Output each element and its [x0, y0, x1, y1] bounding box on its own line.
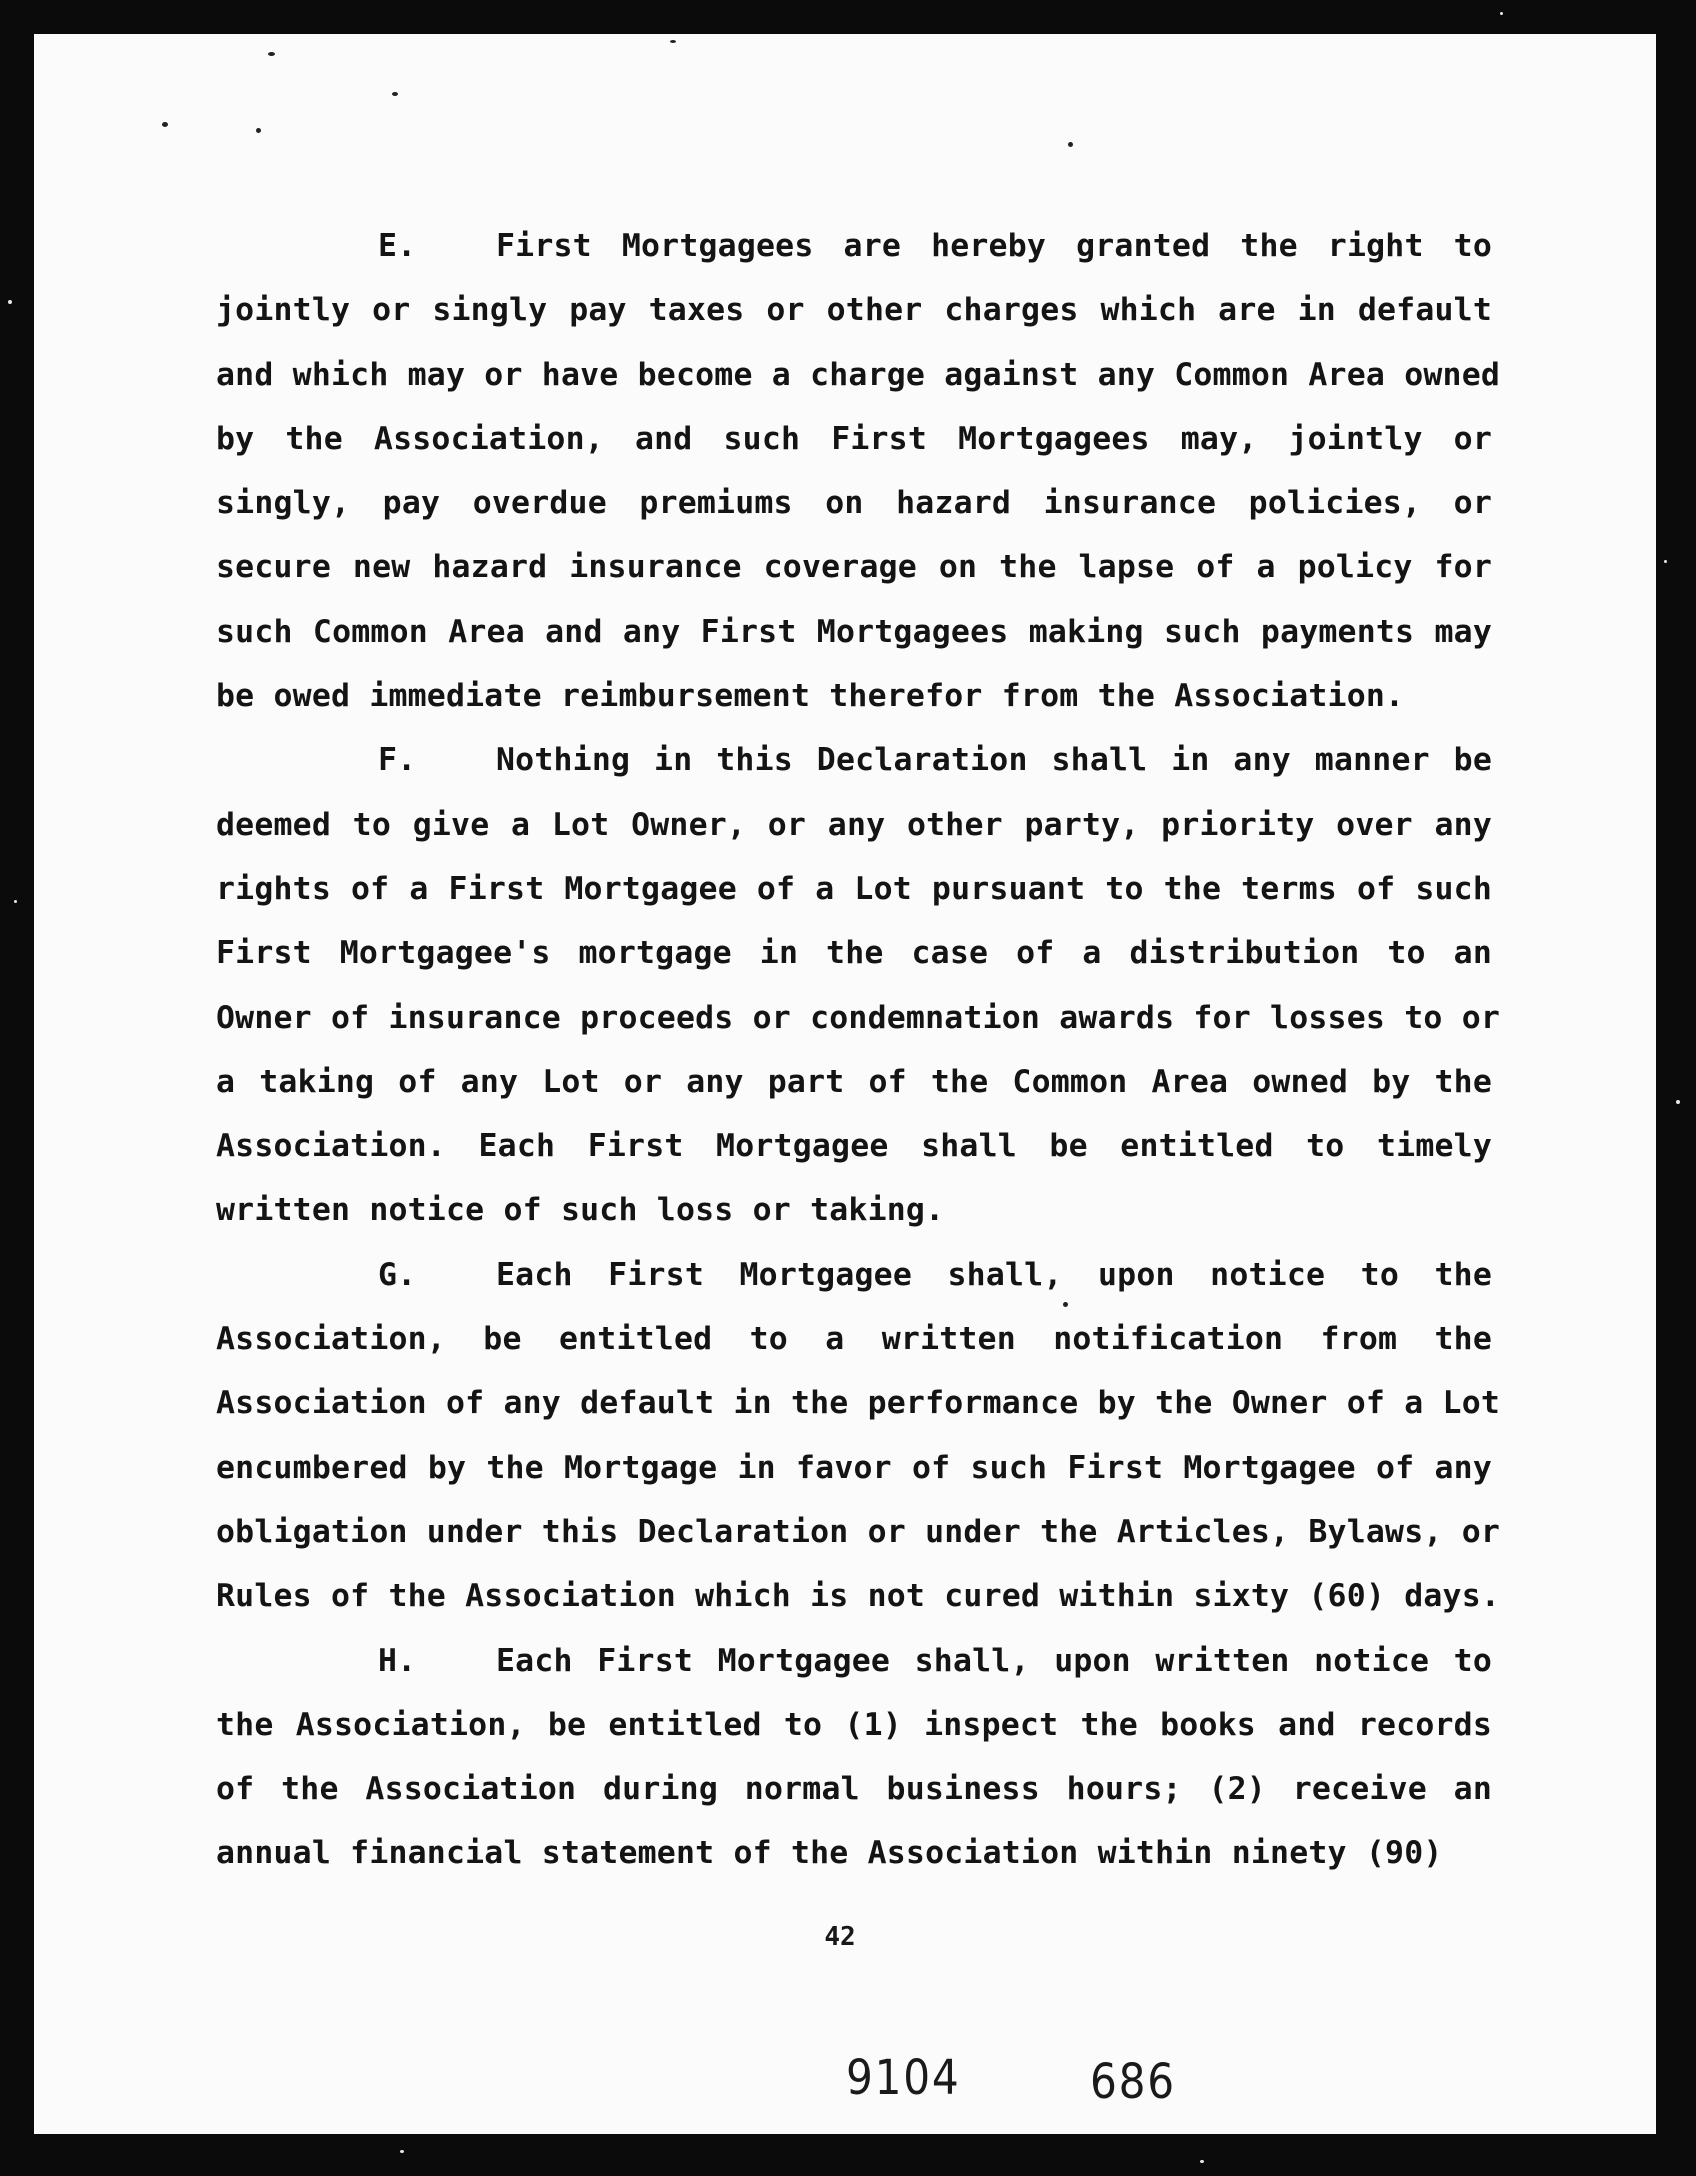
paragraph-line: singly, pay overdue premiums on hazard insurance policies, or	[216, 485, 1492, 522]
paragraph-line: Rules of the Association which is not cured within sixty (60) days.	[216, 1578, 1501, 1615]
document-stamp-page: 686	[1090, 2054, 1176, 2110]
paragraph-line: the Association, be entitled to (1) inspect the books and records	[216, 1706, 1492, 1743]
paragraph	[216, 214, 1501, 728]
paragraph-line: secure new hazard insurance coverage on the lapse of a policy for	[216, 549, 1492, 586]
paragraph-line	[216, 1629, 1492, 1693]
scan-speck	[268, 52, 275, 56]
document-body	[216, 214, 1501, 1886]
paragraph-line-text: Each First Mortgagee shall, upon notice to the	[496, 1256, 1492, 1293]
scan-speck	[256, 128, 261, 133]
paragraph-line	[216, 214, 1492, 278]
paragraph-line: deemed to give a Lot Owner, or any other party, priority over any	[216, 806, 1492, 843]
scan-speck	[392, 92, 398, 96]
paragraph-line-text: Each First Mortgagee shall, upon written notice to	[496, 1642, 1492, 1679]
paragraph-label: F.	[378, 742, 417, 779]
paragraph-label: E.	[378, 228, 417, 264]
paragraph	[216, 1243, 1501, 1629]
paragraph-line: rights of a First Mortgagee of a Lot pursuant to the terms of such	[216, 870, 1492, 907]
paragraph-line-text: Nothing in this Declaration shall in any manner be	[496, 742, 1492, 779]
paragraph-line: a taking of any Lot or any part of the Common Area owned by the	[216, 1063, 1492, 1100]
scan-speck	[1664, 560, 1667, 563]
paragraph-label: G.	[378, 1256, 417, 1293]
scan-speck	[14, 900, 17, 903]
paragraph-line: Association. Each First Mortgagee shall be entitled to timely	[216, 1128, 1492, 1165]
scan-speck	[670, 40, 676, 43]
paragraph-line: Association, be entitled to a written notification from the	[216, 1321, 1492, 1358]
scan-speck	[1676, 1100, 1680, 1104]
scan-speck	[8, 300, 12, 304]
paragraph-line: of the Association during normal business hours; (2) receive an	[216, 1771, 1492, 1808]
paragraph-line: by the Association, and such First Mortgagees may, jointly or	[216, 420, 1492, 457]
paragraph-line: and which may or have become a charge against any Common Area owned	[216, 356, 1501, 393]
paragraph	[216, 728, 1501, 1242]
paragraph-line: annual financial statement of the Association within ninety (90)	[216, 1835, 1443, 1872]
paragraph-label: H.	[378, 1642, 417, 1679]
scan-speck	[400, 2150, 404, 2153]
page-number: 42	[824, 1922, 856, 1952]
paragraph-line	[216, 1243, 1492, 1307]
paragraph-line: jointly or singly pay taxes or other charges which are in default	[216, 292, 1492, 329]
paragraph-line: obligation under this Declaration or under the Articles, Bylaws, or	[216, 1513, 1501, 1550]
paragraph-line: Owner of insurance proceeds or condemnation awards for losses to or	[216, 999, 1501, 1036]
document-stamp-number: 9104	[846, 2050, 961, 2106]
scan-speck	[1500, 12, 1503, 15]
paragraph-line: such Common Area and any First Mortgagees making such payments may	[216, 613, 1492, 650]
scan-speck	[1200, 2160, 1204, 2163]
scan-speck	[162, 122, 168, 127]
paragraph-line: Association of any default in the performance by the Owner of a Lot	[216, 1385, 1501, 1422]
paragraph	[216, 1629, 1492, 1886]
paragraph-line: written notice of such loss or taking.	[216, 1192, 945, 1229]
scan-speck	[1068, 142, 1073, 147]
paragraph-line: be owed immediate reimbursement therefor from the Association.	[216, 678, 1405, 715]
paragraph-line: First Mortgagee's mortgage in the case of a distribution to an	[216, 935, 1492, 972]
paragraph-line	[216, 728, 1492, 792]
paragraph-line: encumbered by the Mortgage in favor of such First Mortgagee of any	[216, 1449, 1492, 1486]
paragraph-line-text: First Mortgagees are hereby granted the right to	[496, 228, 1492, 264]
